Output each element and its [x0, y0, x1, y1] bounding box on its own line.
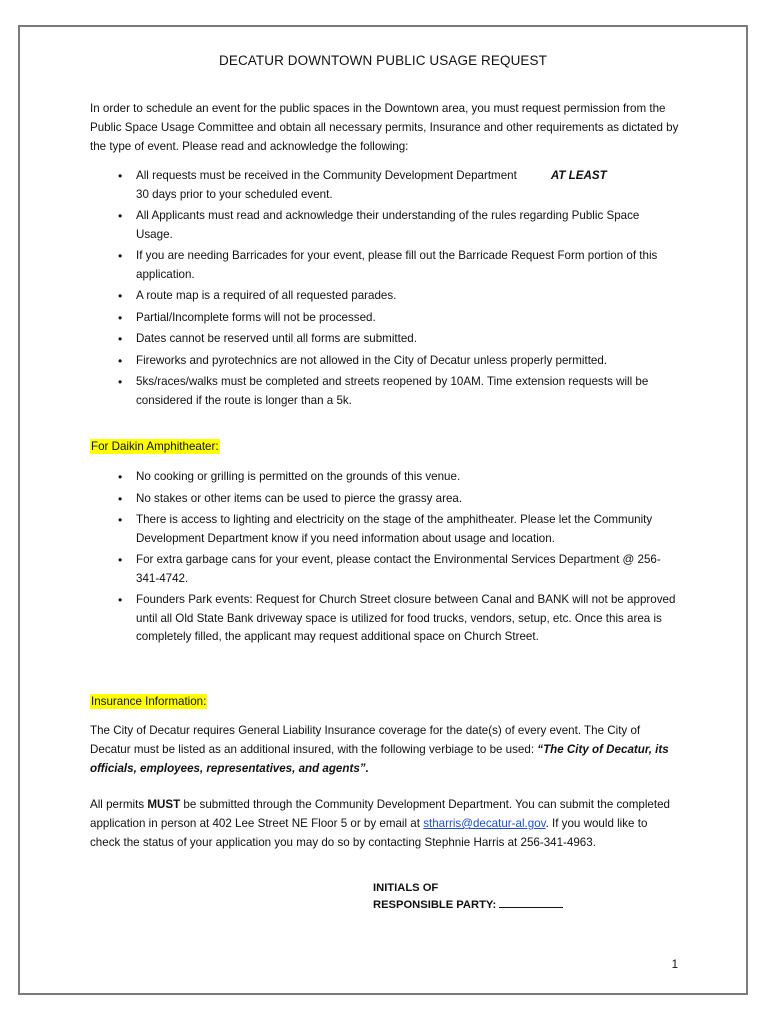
page-title: DECATUR DOWNTOWN PUBLIC USAGE REQUEST — [219, 53, 547, 68]
amphitheater-rules-list — [118, 468, 678, 650]
list-item: • All requests must be received in the Community Development Department AT LEAST 30 days prior to your scheduled event. — [118, 167, 678, 204]
insurance-paragraph: The City of Decatur requires General Liability Insurance coverage for the date(s) of every event. The City of Decatur must be listed as an additional insured, with the following verbiage to be used: “The City of Decatur, its officials, employees, representatives, and agents”. — [90, 724, 669, 775]
list-item: • Fireworks and pyrotechnics are not allowed in the City of Decatur unless properly permitted. — [118, 352, 678, 371]
submission-paragraph: All permits MUST be submitted through the Community Development Department. You can submit the completed application in person at 402 Lee Street NE Floor 5 or by email at stharris@decatur-al.gov. If you would like to check the status of your application you may do so by contacting Stephnie Harris at 256-341-4963. — [90, 798, 670, 849]
list-item: • Partial/Incomplete forms will not be processed. — [118, 309, 678, 328]
list-item: • 5ks/races/walks must be completed and streets reopened by 10AM. Time extension requests will be considered if the route is longer than a 5k. — [118, 373, 678, 410]
list-item: • For extra garbage cans for your event, please contact the Environmental Services Department @ 256-341-4742. — [118, 551, 678, 588]
list-item: • Dates cannot be reserved until all forms are submitted. — [118, 330, 678, 349]
document-page — [18, 25, 748, 995]
insurance-verbiage: “The City of Decatur, its officials, employees, representatives, and agents”. — [90, 743, 669, 775]
general-rules-list — [118, 167, 678, 413]
initials-field: INITIALS OF RESPONSIBLE PARTY: — [373, 880, 563, 913]
list-item: • There is access to lighting and electricity on the stage of the amphitheater. Please let the Community Development Department know if you need information about usage and location. — [118, 511, 678, 548]
page-number: 1 — [671, 959, 678, 971]
list-item: • No cooking or grilling is permitted on the grounds of this venue. — [118, 468, 678, 487]
email-link[interactable]: stharris@decatur-al.gov — [423, 817, 546, 830]
amphitheater-heading: For Daikin Amphitheater: — [91, 440, 219, 453]
list-item: • No stakes or other items can be used to pierce the grassy area. — [118, 490, 678, 509]
list-item: • All Applicants must read and acknowledge their understanding of the rules regarding Public Space Usage. — [118, 207, 678, 244]
list-item: • If you are needing Barricades for your event, please fill out the Barricade Request Form portion of this application. — [118, 247, 678, 284]
intro-paragraph: In order to schedule an event for the public spaces in the Downtown area, you must request permission from the Public Space Usage Committee and obtain all necessary permits, Insurance and other requirements as dictated by the type of event. Please read and acknowledge the following: — [90, 102, 679, 153]
list-item: • A route map is a required of all requested parades. — [118, 287, 678, 306]
initials-signature-line[interactable] — [499, 896, 563, 908]
list-item: • Founders Park events: Request for Church Street closure between Canal and BANK will not be approved until all Old State Bank driveway space is utilized for food trucks, vendors, setup, etc. Once this area is completely filled, the applicant may request additional space on Church Street. — [118, 591, 678, 647]
insurance-heading: Insurance Information: — [91, 695, 207, 708]
